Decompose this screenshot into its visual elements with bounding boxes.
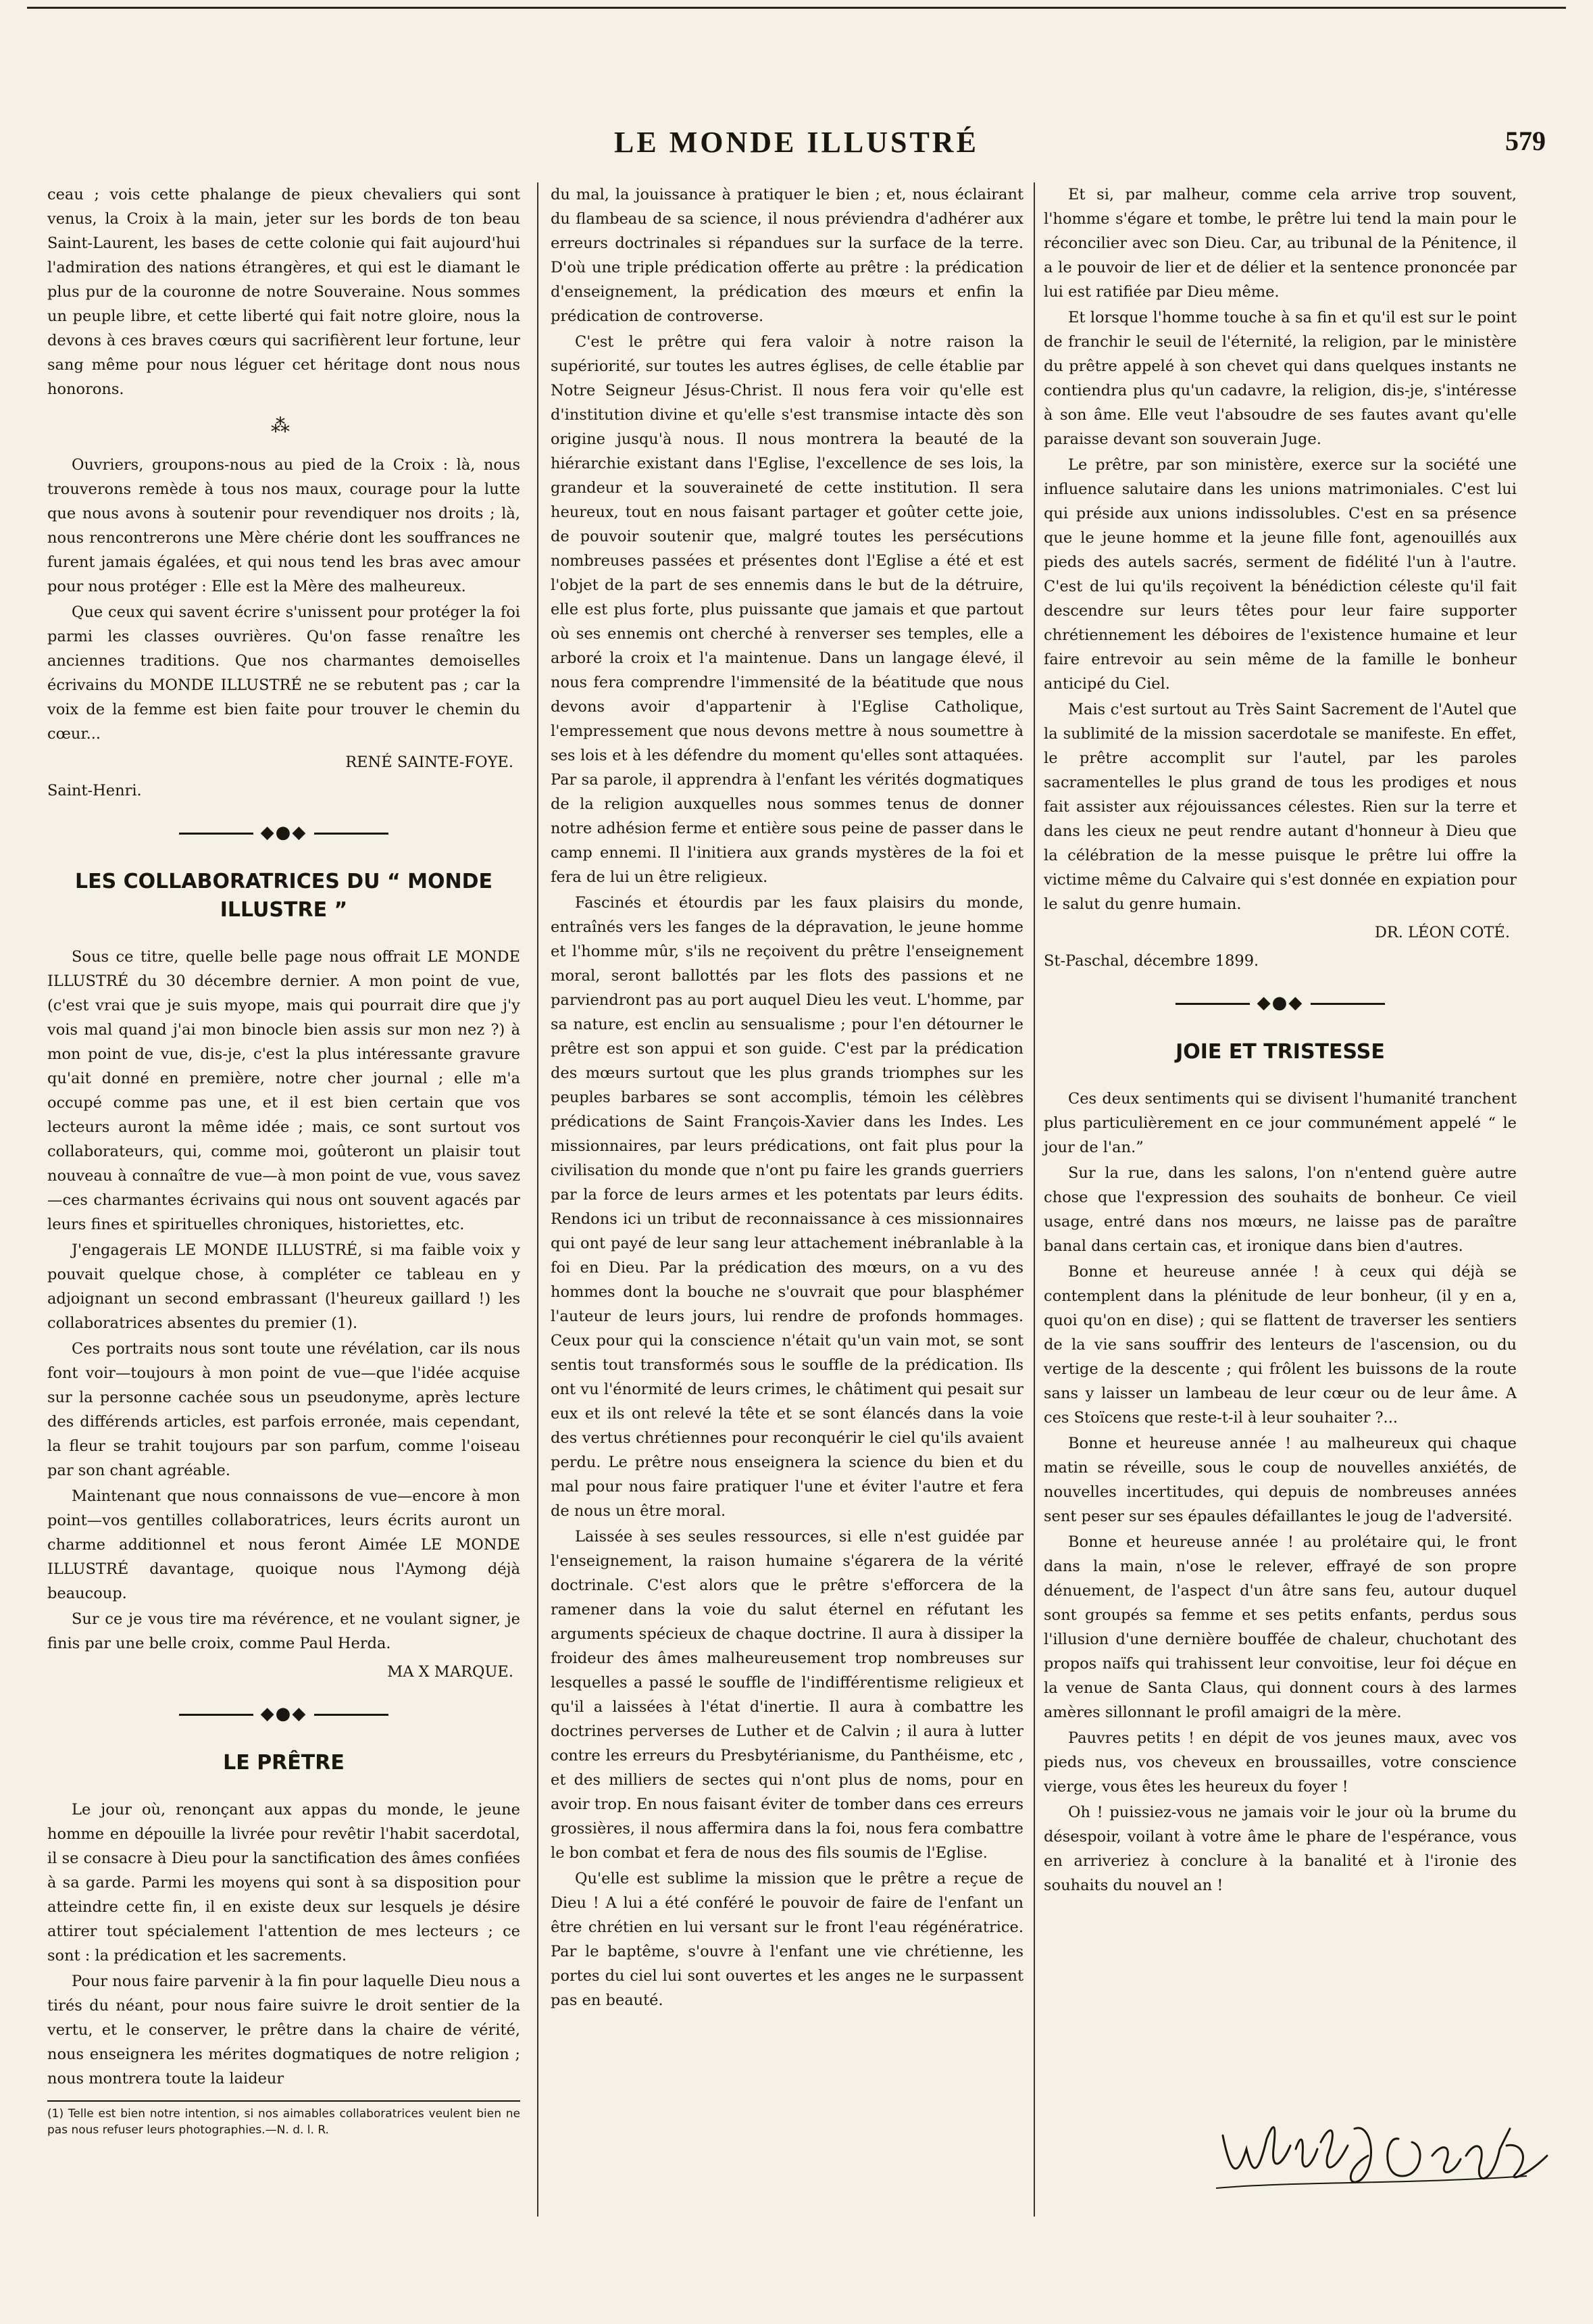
paragraph: Et si, par malheur, comme cela arrive trop souvent, l'homme s'égare et tombe, le prêtre lui tend la main pour le réconcilier avec son Dieu. Car, au tribunal de la Pénitence, il a le pouvoir de lier et de délier et la sentence prononcée par lui est ratifiée par Dieu même.: [1044, 186, 1517, 301]
paragraph: Que ceux qui savent écrire s'unissent pour protéger la foi parmi les classes ouvrières. Qu'on fasse renaître les anciennes traditions. Que nos charmantes demoiselles écrivains du MONDE ILLUSTRÉ ne se rebutent pas ; car la voix de la femme est bien faite pour trouver le chemin du cœur...: [47, 603, 520, 743]
paragraph: Bonne et heureuse année ! au prolétaire qui, le front dans la main, n'ose le relever, effrayé de son propre dénuement, de l'aspect d'un âtre sans feu, autour duquel sont groupés sa femme et ses petits enfants, perdus sous l'illusion d'une dernière bouffée de chaleur, chuchotant des propos naïfs qui trahissent leur convoitise, leur foi déçue en la venue de Santa Claus, qui donnent cours à des larmes amères sillonnant le profil amaigri de la mère.: [1044, 1533, 1517, 1721]
paragraph: Pour nous faire parvenir à la fin pour laquelle Dieu nous a tirés du néant, pour nous faire suivre le droit sentier de la vertu, et le conserver, le prêtre dans la chaire de vérité, nous enseignera les mérites dogmatiques de notre religion ; nous montrera toute la laideur: [47, 1973, 520, 2087]
place-line: St-Paschal, décembre 1899.: [1044, 952, 1259, 970]
paragraph: Le prêtre, par son ministère, exerce sur la société une influence salutaire dans les unions matrimoniales. C'est lui qui préside aux unions indissolubles. C'est en sa présence que le jeune homme et la jeune fille font, agenouillés aux pieds des autels sacrés, serment de fidélité l'un à l'autre. C'est de lui qu'ils reçoivent la bénédiction céleste qu'il fait descendre sur leurs têtes pour leur faire supporter chrétiennement les déboires de l'existence humaine et leur faire entrevoir au sein même de la famille le bonheur anticipé du Ciel.: [1044, 456, 1517, 693]
ornament-divider: ◆●◆: [1044, 991, 1517, 1015]
column-divider: [537, 182, 538, 2217]
paragraph: Le jour où, renonçant aux appas du monde, le jeune homme en dépouille la livrée pour revêtir l'habit sacerdotal, il se consacre à Dieu pour la sanctification des âmes confiées à sa garde. Parmi les moyens qui sont à sa disposition pour atteindre cette fin, il en existe deux sur lesquels je désire attirer tout spécialement l'attention de mes lecteurs ; ce sont : la prédication et les sacrements.: [47, 1801, 520, 1964]
paragraph: Bonne et heureuse année ! à ceux qui déjà se contemplent dans la plénitude de leur bonheur, (il y en a, quoi qu'on en dise) ; qui se flattent de traverser les sentiers de la vie sans souffrir des lenteurs de l'ascension, ou du vertige de la descente ; qui frôlent les buissons de la route sans y laisser un lambeau de leur cœur ou de leur âme. A ces Stoïcens que reste-t-il à leur souhaiter ?...: [1044, 1263, 1517, 1427]
paragraph: Pauvres petits ! en dépit de vos jeunes maux, avec vos pieds nus, vos cheveux en broussailles, votre conscience vierge, vous êtes les heureux du foyer !: [1044, 1729, 1517, 1796]
column-divider: [1034, 182, 1035, 2217]
column-3: [1044, 182, 1517, 1899]
paragraph: Oh ! puissiez-vous ne jamais voir le jour où la brume du désespoir, voilant à votre âme le phare de l'espérance, vous en arriveriez à conclure à la banalité et à l'ironie des souhaits du nouvel an !: [1044, 1804, 1517, 1894]
footnote: (1) Telle est bien notre intention, si nos aimables collaboratrices veulent bien ne pas nous refuser leurs photographies.—N. d. l. R.: [47, 2100, 520, 2138]
handwritten-signature: [1209, 2108, 1561, 2196]
paragraph: ceau ; vois cette phalange de pieux chevaliers qui sont venus, la Croix à la main, jeter sur les bords de ton beau Saint-Laurent, les bases de cette colonie qui fait aujourd'hui l'admiration des nations étrangères, et qui est le diamant le plus pur de la couronne de notre Souveraine. Nous sommes un peuple libre, et cette liberté qui fait notre gloire, nous la devons à ces braves cœurs qui sacrifièrent leur fortune, leur sang même pour nous léguer cet héritage dont nous nous honorons.: [47, 186, 520, 398]
paragraph: Ces portraits nous sont toute une révélation, car ils nous font voir—toujours à mon point de vue—que l'idée acquise sur la personne cachée sous un pseudonyme, après lecture des différends articles, est parfois erronée, mais cependant, la fleur se trahit toujours par son parfum, comme l'oiseau par son chant agréable.: [47, 1340, 520, 1479]
paragraph: Sur ce je vous tire ma révérence, et ne voulant signer, je finis par une belle croix, comme Paul Herda.: [47, 1610, 520, 1652]
paragraph: C'est le prêtre qui fera valoir à notre raison la supériorité, sur toutes les autres églises, de celle établie par Notre Seigneur Jésus-Christ. Il nous fera voir qu'elle est d'institution divine et qu'elle s'est transmise intacte dès son origine jusqu'à nous. Il nous montrera la beauté de la hiérarchie existant dans l'Eglise, l'excellence de ses lois, la grandeur et la souveraineté de cette institution. Il sera heureux, tout en nous faisant partager et goûter cette joie, de pouvoir soutenir que, malgré toutes les persécutions nombreuses passées et présentes dont l'Eglise a été et est l'objet de la part de ses ennemis dans le but de la détruire, elle est plus forte, plus puissante que jamais et que partout où ses ennemis ont cherché à renverser ses temples, elle a arboré la croix et l'a maintenue. Dans un langage élevé, il nous fera comprendre l'immensité de la béatitude que nous devons avoir d'appartenir à l'Eglise Catholique, l'empressement que nous devons mettre à nous soumettre à ses lois et à les défendre du moment qu'elles sont attaquées. Par sa parole, il apprendra à l'enfant les vérités dogmatiques de la religion auxquelles nous sommes tenus de donner notre adhésion ferme et entière sous peine de passer dans le camp ennemi. Il l'initiera aux grands mystères de la foi et fera de lui un être religieux.: [551, 333, 1023, 886]
article-heading: JOIE ET TRISTESSE: [1175, 1040, 1385, 1064]
section-asterism: ⁂: [271, 414, 297, 437]
author-signature: MA X MARQUE.: [387, 1663, 513, 1681]
article-heading: LE PRÊTRE: [223, 1751, 345, 1775]
paragraph: Bonne et heureuse année ! au malheureux qui chaque matin se réveille, sous le coup de nouvelles anxiétés, de nouvelles incertitudes, qui depuis de nombreuses années sent peser sur ses épaules défaillantes le joug de l'adversité.: [1044, 1435, 1517, 1525]
paragraph: Sur la rue, dans les salons, l'on n'entend guère autre chose que l'expression des souhaits de bonheur. Ce vieil usage, entré dans nos mœurs, ne laisse pas de paraître banal dans certain cas, et ironique dans bien d'autres.: [1044, 1164, 1517, 1255]
author-signature: RENÉ SAINTE-FOYE.: [345, 753, 513, 771]
paragraph: Ces deux sentiments qui se divisent l'humanité tranchent plus particulièrement en ce jour communément appelé “ le jour de l'an.”: [1044, 1090, 1517, 1156]
column-1: [47, 182, 520, 2138]
paragraph: Mais c'est surtout au Très Saint Sacrement de l'Autel que la sublimité de la mission sacerdotale se manifeste. En effet, le prêtre accomplit sur l'autel, par les paroles sacramentelles le plus grand de tous les prodiges et nous fait assister aux réjouissances célestes. Rien sur la terre et dans les cieux ne peut rendre autant d'honneur à Dieu que la célébration de la messe puisque le prêtre lui offre la victime même du Calvaire qui s'est donnée en expiation pour le salut du genre humain.: [1044, 701, 1517, 913]
paragraph: Maintenant que nous connaissons de vue—encore à mon point—vos gentilles collaboratrices, leurs écrits auront un charme additionnel et nous feront Aimée LE MONDE ILLUSTRÉ davantage, quoique nous l'Aymong déjà beaucoup.: [47, 1487, 520, 1602]
paragraph: du mal, la jouissance à pratiquer le bien ; et, nous éclairant du flambeau de sa science, il nous préviendra d'adhérer aux erreurs doctrinales si répandues sur la surface de la terre. D'où une triple prédication offerte au prêtre : la prédication d'enseignement, la prédication des mœurs et enfin la prédication de controverse.: [551, 186, 1023, 325]
paragraph: Laissée à ses seules ressources, si elle n'est guidée par l'enseignement, la raison humaine s'égarera de la vérité doctrinale. C'est alors que le prêtre s'efforcera de la ramener dans la voie du salut éternel en réfutant les arguments spécieux de chaque doctrine. Il aura à dissiper la froideur des âmes malheureusement trop nombreuses sur lesquelles a passé le souffle de l'indifférentisme religieux et qu'il a laissées à l'état d'inertie. Il aura à combattre les doctrines perverses de Luther et de Calvin ; il aura à lutter contre les erreurs du Presbytérianisme, du Panthéisme, etc , et des milliers de sectes qui n'ont plus de noms, pour en avoir trop. En nous faisant éviter de tomber dans ces erreurs grossières, il nous affermira dans la foi, nous fera combattre le bon combat et fera de nous des fils soumis de l'Eglise.: [551, 1528, 1023, 1862]
paragraph: J'engagerais LE MONDE ILLUSTRÉ, si ma faible voix y pouvait quelque chose, à compléter ce tableau en y adjoignant un second embrassant (l'heureux gaillard !) les collaboratrices absentes du premier (1).: [47, 1241, 520, 1332]
paragraph: Fascinés et étourdis par les faux plaisirs du monde, entraînés vers les fanges de la dépravation, le jeune homme et l'homme mûr, s'ils ne reçoivent du prêtre l'enseignement moral, seront ballottés par les flots des passions et ne parviendront pas au port auquel Dieu les veut. L'homme, par sa nature, est enclin au sensualisme ; pour l'en détourner le prêtre est son appui et son guide. C'est par la prédication des mœurs surtout que les plus grands triomphes sur les peuples barbares se sont accomplis, témoin les célèbres prédications de Saint François-Xavier dans les Indes. Les missionnaires, par leurs prédications, ont fait plus pour la civilisation du monde que n'ont pu faire les grands guerriers par la force de leurs armes et les potentats par leurs édits. Rendons ici un tribut de reconnaissance à ces missionnaires qui ont payé de leur sang leur attachement inébranlable à la foi en Dieu. Par la prédication des mœurs, on a vu des hommes dont la bouche ne s'ouvrait que pour blasphémer l'auteur de leurs jours, lui rendre de profonds hommages. Ceux pour qui la conscience n'était qu'un vain mot, se sont sentis tout transformés sous le souffle de la prédication. Ils ont vu l'énormité de leurs crimes, le châtiment qui pesait sur eux et ils ont relevé la tête et se sont élancés dans la voie des vertus chrétiennes pour reconquérir le ciel qu'ils avaient perdu. Le prêtre nous enseignera la science du bien et du mal pour nous faire pratiquer l'une et éviter l'autre et fera de nous un être moral.: [551, 894, 1023, 1520]
ornament-divider: ◆●◆: [47, 820, 520, 845]
newspaper-title: LE MONDE ILLUSTRÉ: [614, 126, 979, 159]
top-rule: [27, 7, 1566, 9]
paragraph: Et lorsque l'homme touche à sa fin et qu'il est sur le point de franchir le seuil de l'éternité, la religion, par le ministère du prêtre appelé à son chevet qui dans quelques instants ne contiendra plus qu'un cadavre, la religion, dis-je, s'intéresse à son âme. Elle veut l'absoudre de ses fautes avant qu'elle paraisse devant son souverain Juge.: [1044, 309, 1517, 448]
page-number: 579: [1505, 126, 1546, 156]
paragraph: Qu'elle est sublime la mission que le prêtre a reçue de Dieu ! A lui a été conféré le pouvoir de faire de l'enfant un être chrétien en lui versant sur le front l'eau régénératrice. Par le baptême, s'ouvre à l'enfant une vie chrétienne, les portes du ciel lui sont ouvertes et les anges ne le surpassent pas en beauté.: [551, 1870, 1023, 2009]
page-header: [47, 125, 1546, 166]
ornament-divider: ◆●◆: [47, 1702, 520, 1726]
article-heading: LES COLLABORATRICES DU “ MONDE ILLUSTRE ”: [74, 870, 492, 922]
place-line: Saint-Henri.: [47, 782, 142, 799]
author-signature: DR. LÉON COTÉ.: [1374, 924, 1510, 941]
column-2: [551, 182, 1023, 2014]
paragraph: Ouvriers, groupons-nous au pied de la Croix : là, nous trouverons remède à tous nos maux, courage pour la lutte que nous avons à soutenir pour revendiquer nos droits ; là, nous rencontrerons une Mère chérie dont les souffrances ne furent jamais égalées, et qui nous tend les bras avec amour pour nous protéger : Elle est la Mère des malheureux.: [47, 456, 520, 595]
paragraph: Sous ce titre, quelle belle page nous offrait LE MONDE ILLUSTRÉ du 30 décembre dernier. A mon point de vue, (c'est vrai que je suis myope, mais qui pourrait dire que j'y vois mal quand j'ai mon binocle bien assis sur mon nez ?) à mon point de vue, dis-je, c'est la plus intéressante gravure qu'ait donné en première, notre cher journal ; elle m'a occupé comme pas une, et il est bien certain que vos lecteurs auront la même idée ; mais, ce sont surtout vos collaborateurs, qui, comme moi, goûteront un plaisir tout nouveau à connaître de vue—à mon point de vue, vous savez—ces charmantes écrivains qui nous ont souvent agacés par leurs fines et spirituelles chroniques, historiettes, etc.: [47, 948, 520, 1233]
